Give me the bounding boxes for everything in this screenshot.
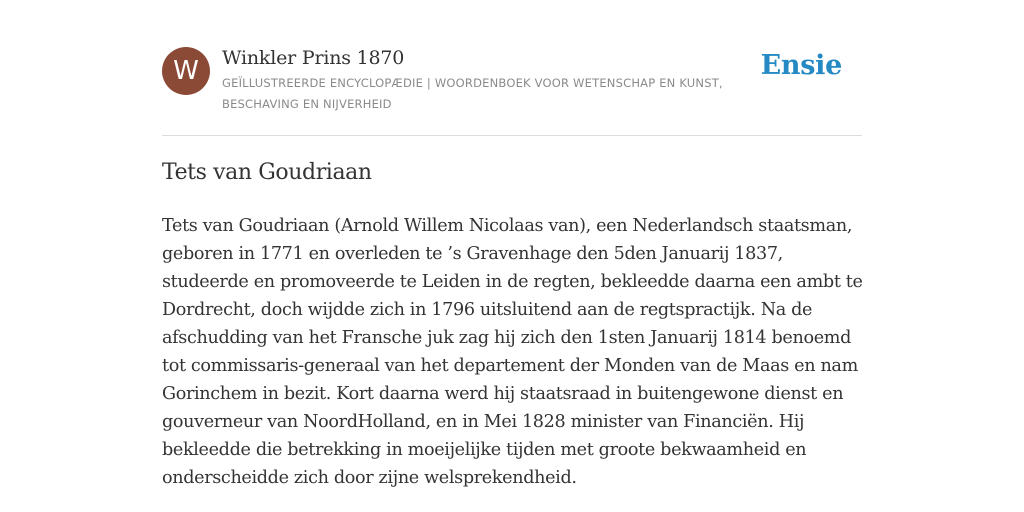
source-avatar[interactable]: W bbox=[162, 47, 210, 95]
source-title[interactable]: Winkler Prins 1870 bbox=[222, 47, 405, 69]
entry-title: Tets van Goudriaan bbox=[162, 160, 372, 185]
entry-body: Tets van Goudriaan (Arnold Willem Nicolaas van), een Nederlandsch staatsman, geboren in 1771 en overleden te ’s Gravenhage den 5den Januarij 1837, studeerde en promoveerde te Leiden in de regten, bekleedde daarna een ambt te Dordrecht, doch wijdde zich in 1796 uitsluitend aan de regtspractijk. Na de afschudding van het Fransche juk zag hij zich den 1sten Januarij 1814 benoemd tot commissaris-generaal van het departement der Monden van de Maas en nam Gorinchem in bezit. Kort daarna werd hij staatsraad in buitengewone dienst en gouverneur van NoordHolland, en in Mei 1828 minister van Financiën. Hij bekleedde die betrekking in moeijelijke tijden met groote bekwaamheid en onderscheidde zich door zijne welsprekendheid. bbox=[162, 216, 863, 488]
header-divider bbox=[162, 135, 862, 136]
source-header bbox=[162, 45, 862, 135]
source-subtitle: GEÏLLUSTREERDE ENCYCLOPÆDIE | WOORDENBOEK VOOR WETENSCHAP EN KUNST, BESCHAVING EN NIJVERHEID bbox=[222, 76, 723, 111]
ensie-logo[interactable]: Ensie bbox=[760, 50, 842, 81]
